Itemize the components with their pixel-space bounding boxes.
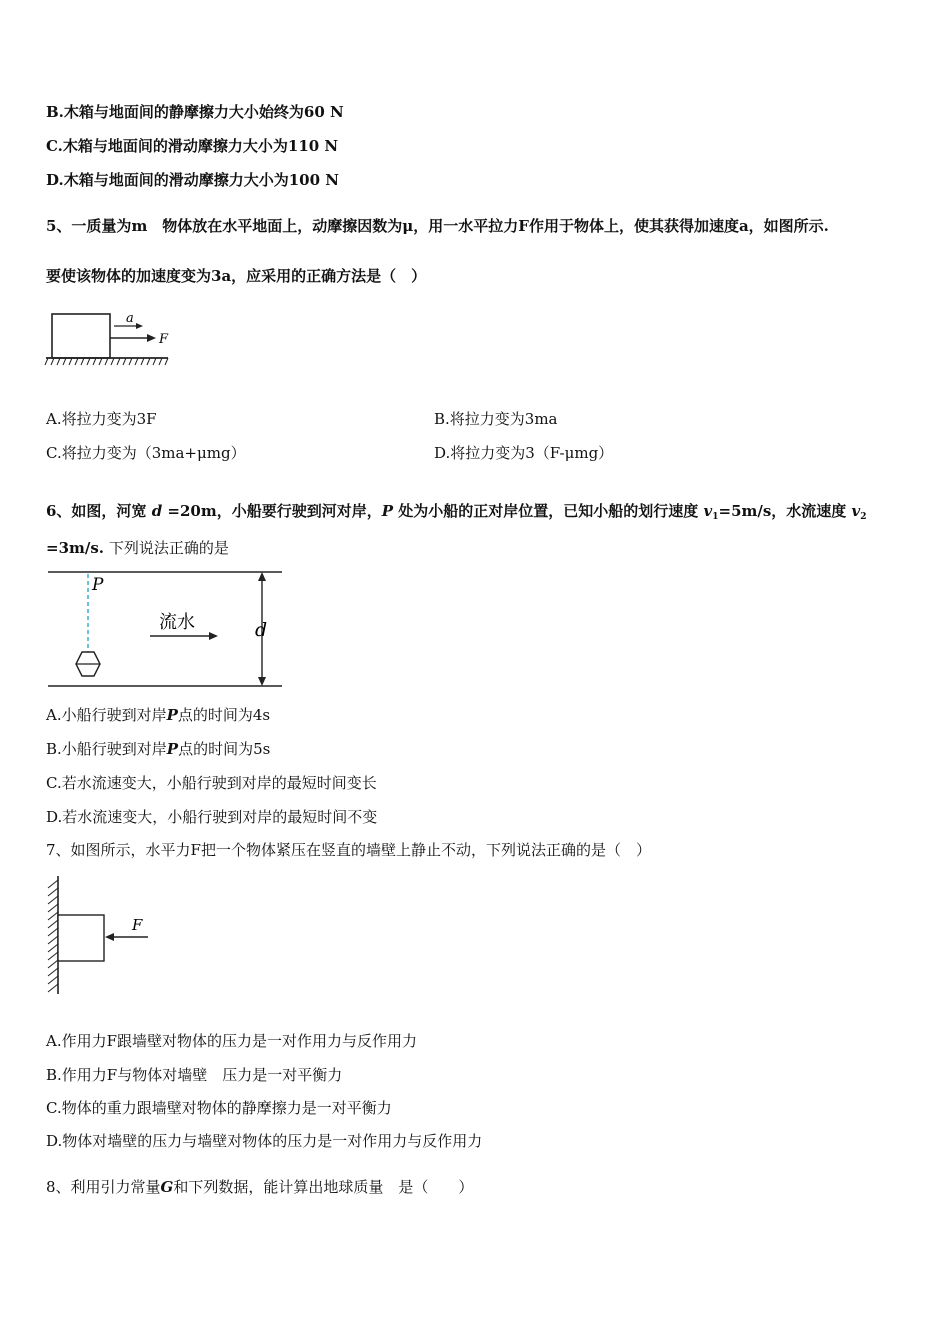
q7-wall-figure [40, 874, 160, 998]
q6-stem-line2: =3m/s. 下列说法正确的是 [46, 539, 229, 557]
q5-fig-force-label: F [159, 332, 169, 347]
q6-option-c: C.若水流速变大，小船行驶到对岸的最短时间变长 [46, 774, 377, 792]
q6-river-figure [46, 566, 286, 692]
q6-option-b: B.小船行驶到对岸P点的时间为5s [46, 740, 271, 758]
q7-fig-force-label: F [132, 916, 143, 934]
q8-stem: 8、利用引力常量G和下列数据，能计算出地球质量 是（ ） [46, 1178, 474, 1196]
q5-option-d: D.将拉力变为3（F-μmg） [434, 444, 614, 462]
q4-option-c: C.木箱与地面间的滑动摩擦力大小为110 N [46, 137, 339, 155]
q7-option-d: D.物体对墙壁的压力与墙壁对物体的压力是一对作用力与反作用力 [46, 1132, 483, 1150]
q7-option-b: B.作用力F与物体对墙壁 压力是一对平衡力 [46, 1066, 343, 1084]
q4-option-b: B.木箱与地面间的静摩擦力大小始终为60 N [46, 103, 344, 121]
q7-option-c: C.物体的重力跟墙壁对物体的静摩擦力是一对平衡力 [46, 1099, 392, 1117]
q4-option-d: D.木箱与地面间的滑动摩擦力大小为100 N [46, 171, 339, 189]
q7-stem: 7、如图所示，水平力F把一个物体紧压在竖直的墙壁上静止不动，下列说法正确的是（ ） [46, 841, 651, 859]
q5-block-figure [44, 308, 174, 374]
q5-option-b: B.将拉力变为3ma [434, 410, 558, 428]
q6-fig-flow-label: 流水 [159, 612, 195, 633]
q5-option-c: C.将拉力变为（3ma+μmg） [46, 444, 246, 462]
q6-option-a: A.小船行驶到对岸P点的时间为4s [46, 706, 271, 724]
q5-option-a: A.将拉力变为3F [46, 410, 157, 428]
q6-fig-p-label: P [92, 575, 104, 595]
q5-fig-accel-label: a [126, 311, 134, 326]
q5-stem-line1: 5、一质量为m 物体放在水平地面上，动摩擦因数为μ，用一水平拉力F作用于物体上，使其获得加速度a，如图所示. [46, 217, 829, 235]
q6-fig-d-label: d [255, 619, 268, 641]
q5-stem-line2: 要使该物体的加速度变为3a，应采用的正确方法是（ ） [46, 267, 427, 285]
q7-option-a: A.作用力F跟墙壁对物体的压力是一对作用力与反作用力 [46, 1032, 418, 1050]
q6-stem-line1: 6、如图，河宽 d =20m，小船要行驶到河对岸，P 处为小船的正对岸位置，已知小船的划行速度 $v_1=5m/s$，水流速度 $v_2$ [46, 502, 867, 522]
q6-option-d: D.若水流速变大，小船行驶到对岸的最短时间不变 [46, 808, 378, 826]
